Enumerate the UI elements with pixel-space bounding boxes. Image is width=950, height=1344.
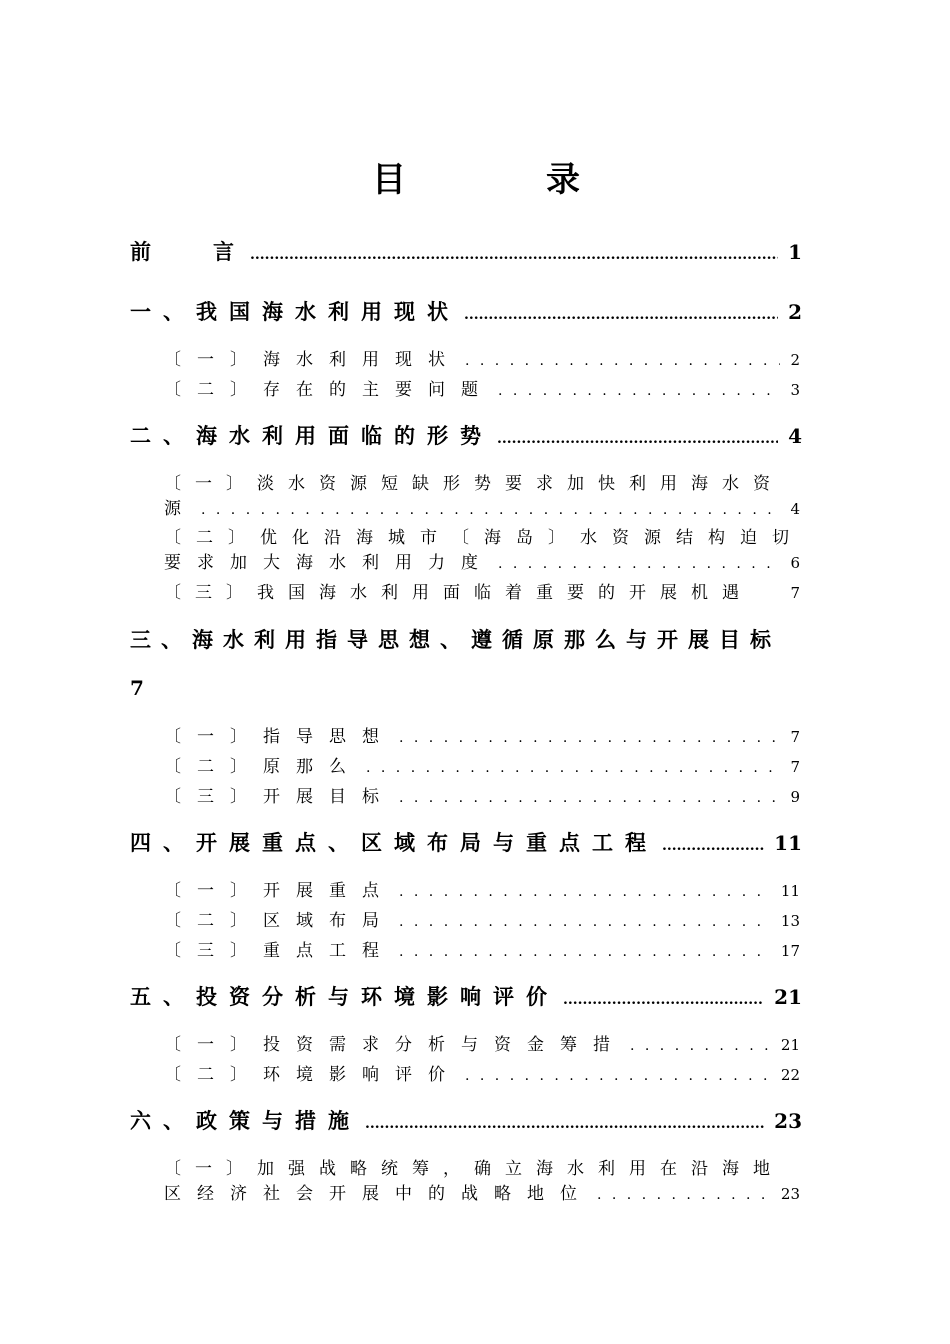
toc-page-number: 21 [780,1036,800,1054]
dot-leader [498,380,780,400]
toc-page-number: 4 [788,424,802,448]
toc-page-number: 21 [774,985,802,1009]
toc-page-number: 3 [790,381,800,399]
dot-leader [465,1065,771,1085]
toc-subentry[interactable] [164,782,800,807]
toc-page-number: 11 [774,831,802,855]
toc-entry-section-6[interactable] [130,1105,802,1135]
toc-page-number: 1 [788,240,802,264]
toc-page-number: 23 [780,1185,800,1203]
toc-subentry-label: 〔一〕海水利用现状 [164,350,461,370]
dot-leader [498,553,780,573]
toc-entry-label: 五、投资分析与环境影响评价 [130,984,559,1009]
dot-leader [399,911,771,931]
toc-subentry[interactable] [164,1030,800,1055]
toc-subentry[interactable] [164,752,800,777]
toc-page-number: 17 [780,942,800,960]
toc-page-number: 7 [790,728,800,746]
toc-subentry-label-line2: 要求加大海水利用力度 [164,553,494,573]
dot-leader [597,1184,771,1204]
toc-page-number: 2 [790,351,800,369]
dot-leader [662,830,764,855]
title-char-1: 目 [372,160,406,200]
toc-page-number: 7 [790,758,800,776]
toc-page-number: 4 [790,500,800,518]
page-title [0,152,950,208]
dot-leader [399,787,780,807]
toc-entry-label: 二、海水利用面临的形势 [130,423,493,448]
dot-leader [399,941,771,961]
toc-subentry[interactable] [164,494,800,519]
toc-page-number: 11 [780,882,800,900]
toc-subentry-label: 〔一〕投资需求分析与资金筹措 [164,1035,626,1055]
dot-leader [563,984,764,1009]
dot-leader [201,499,780,519]
dot-leader [464,299,778,324]
toc-subentry-label-line1[interactable]: 〔一〕淡水资源短缺形势要求加快利用海水资 [164,474,784,494]
toc-subentry-label: 〔二〕原那么 [164,757,362,777]
dot-leader [365,1108,764,1133]
dot-leader [630,1035,771,1055]
toc-entry-label: 言 [213,239,246,264]
toc-subentry-label: 〔二〕存在的主要问题 [164,380,494,400]
toc-subentry[interactable] [164,548,800,573]
toc-entry-section-2[interactable] [130,420,802,450]
toc-entry-section-4[interactable] [130,827,802,857]
toc-entry-section-3[interactable]: 三、海水利用指导思想、遵循原那么与开展目标 [130,627,781,652]
toc-subentry-label: 〔二〕区域布局 [164,911,395,931]
toc-subentry-label-line1[interactable]: 〔一〕加强战略统筹，确立海水利用在沿海地 [164,1159,784,1179]
dot-leader [399,881,771,901]
toc-page-number: 9 [790,788,800,806]
toc-subentry-label-line2: 区经济社会开展中的战略地位 [164,1184,593,1204]
dot-leader [497,423,778,448]
toc-subentry[interactable] [164,578,800,603]
toc-entry-preface[interactable] [130,236,802,266]
toc-subentry[interactable] [164,876,800,901]
toc-subentry-label-line1[interactable]: 〔二〕优化沿海城市〔海岛〕水资源结构迫切 [164,528,804,548]
toc-page-number: 2 [788,300,802,324]
dot-leader [366,757,780,777]
toc-entry-label: 一、我国海水利用现状 [130,299,460,324]
toc-subentry-label: 〔一〕开展重点 [164,881,395,901]
toc-subentry[interactable] [164,1179,800,1204]
toc-subentry[interactable] [164,375,800,400]
toc-entry-label: 前 [130,239,163,264]
toc-entry-label: 四、开展重点、区域布局与重点工程 [130,830,658,855]
dot-leader [399,727,780,747]
toc-subentry-label: 〔三〕开展目标 [164,787,395,807]
toc-subentry-label-line2: 源 [164,499,197,519]
dot-leader [465,350,780,370]
title-char-2: 录 [546,160,580,200]
toc-subentry-label: 〔二〕环境影响评价 [164,1065,461,1085]
toc-subentry[interactable] [164,345,800,370]
toc-subentry-label: 〔三〕我国海水利用面临着重要的开展机遇 [164,583,753,603]
dot-leader [250,239,778,264]
toc-subentry[interactable] [164,906,800,931]
toc-page-number: 22 [780,1066,800,1084]
toc-page-number: 7 [790,584,800,602]
toc-page-number: 13 [780,912,800,930]
toc-subentry-label: 〔一〕指导思想 [164,727,395,747]
toc-entry-label: 六、政策与措施 [130,1108,361,1133]
toc-page-number: 7 [130,676,144,700]
toc-subentry[interactable] [164,722,800,747]
toc-page-number: 23 [774,1109,802,1133]
toc-subentry[interactable] [164,936,800,961]
toc-subentry[interactable] [164,1060,800,1085]
toc-subentry-label: 〔三〕重点工程 [164,941,395,961]
toc-entry-section-1[interactable] [130,296,802,326]
toc-page-number: 6 [790,554,800,572]
toc-entry-section-5[interactable] [130,981,802,1011]
